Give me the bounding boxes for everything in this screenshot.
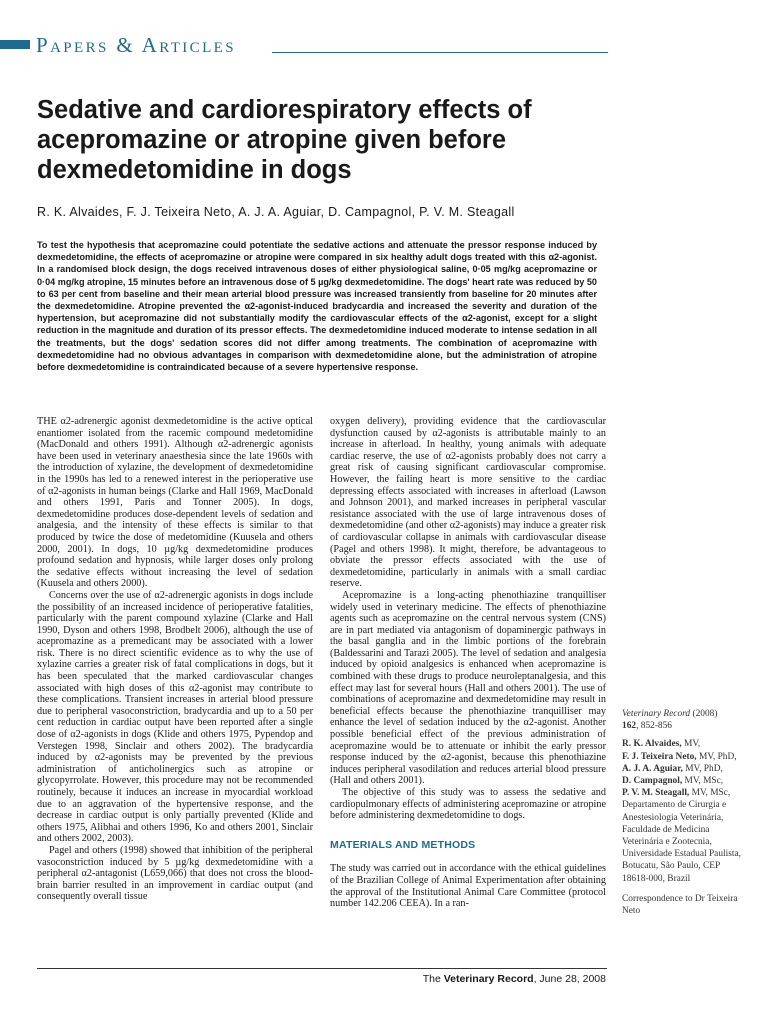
section-heading: Papers & Articles	[36, 33, 236, 57]
body-paragraph: Concerns over the use of α2-adrenergic agonists in dogs include the possibility of an increased incidence of perioperative fatalities, particularly with the parent compound xylazine (Clarke and Hall 1990, Dyson and others 1998, Brodbelt 2006), although the use of acepromazine as a premedicant may be associated with a lower risk. There is no direct scientific evidence as to why the use of xylazine carries a greater risk of fatal complications in dogs, but it has been speculated that the marked cardiovascular changes associated with high doses of this α2-agonist may contribute to these complications. Transient increases in arterial blood pressure due to peripheral vasoconstriction, bradycardia and up to a 50 per cent reduction in cardiac output have been reported after a single dose of α2-agonists in dogs (Klide and others 1975, Pypendop and Verstegen 1998, Sinclair and others 2002). The bradycardia induced by α2-agonists may be prevented by the previous administration of anticholinergics such as atropine or glycopyrrolate. However, this procedure may not be recommended routinely, because it induces an increase in myocardial workload due to an aggravation of the hypertensive response, and the decrease in cardiac output is only partially prevented (Klide and others 1975, Alibhai and others 1996, Ko and others 2001, Sinclair and others 2002, 2003).	[37, 589, 313, 845]
affiliation: Departamento de Cirurgia e Anestesiologia Veterinária, Faculdade de Medicina Veterinária e Zootecnia, Universidade Estadual Paulista, Botucatu, São Paulo, CEP 18618-000, Brazil	[622, 800, 741, 884]
sidebar-author-name: A. J. A. Aguiar,	[622, 763, 683, 774]
body-paragraph: Acepromazine is a long-acting phenothiazine tranquilliser widely used in veterinary medicine. The effects of phenothiazine agents such as acepromazine on the central nervous system (CNS) are in part mediated via antagonism of dopaminergic pathways in the basal ganglia and in the limbic portions of the forebrain (Baldessarini and Tarazi 2005). The level of sedation and analgesia induced by opioid analgesics is enhanced when acepromazine is combined with these drugs to produce neuroleptanalgesia, and this effect may last for several hours (Hall and others 2001). The use of combinations of acepromazine and dexmedetomidine may result in beneficial effects because the phenothiazine tranquilliser may enhance the level of sedation induced by the α2-agonist. Another possible beneficial effect of the previous administration of acepromazine would be to attenuate or inhibit the early pressor response induced by the α2-agonist, because this phenothiazine induces peripheral vasodilation and reduces arterial blood pressure (Hall and others 2001).	[330, 589, 606, 787]
article-sidebar	[622, 708, 742, 917]
sidebar-author	[622, 787, 742, 799]
sidebar-author	[622, 738, 742, 750]
sidebar-author-name: D. Campagnol,	[622, 776, 683, 787]
sidebar-author-degree: MV, PhD,	[696, 751, 737, 762]
body-column-left	[37, 416, 313, 903]
footer-the: The	[422, 973, 444, 985]
sidebar-author-name: R. K. Alvaides,	[622, 739, 682, 750]
sidebar-author	[622, 751, 742, 763]
citation-year: (2008)	[690, 709, 718, 719]
footer-date: , June 28, 2008	[533, 973, 606, 985]
body-column-right	[330, 416, 606, 910]
materials-heading: MATERIALS AND METHODS	[330, 838, 476, 851]
citation-volume: 162	[622, 721, 637, 732]
citation-pages: , 852-856	[636, 721, 672, 732]
footer-rule	[37, 968, 607, 969]
correspondence: Correspondence to Dr Teixeira Neto	[622, 893, 738, 917]
author-line: R. K. Alvaides, F. J. Teixeira Neto, A. J. A. Aguiar, D. Campagnol, P. V. M. Steagall	[37, 205, 515, 219]
sidebar-author-degree: MV,	[681, 739, 701, 750]
footer-journal: Veterinary Record	[443, 973, 534, 985]
citation-journal: Veterinary Record	[622, 709, 691, 719]
sidebar-author-name: P. V. M. Steagall,	[622, 788, 690, 799]
sidebar-author	[622, 763, 742, 775]
page-footer	[300, 973, 606, 985]
body-paragraph: The objective of this study was to assess the sedative and cardiopulmonary effects of administering acepromazine or atropine before administering dexmedetomidine to dogs.	[330, 787, 606, 822]
sidebar-author-degree: MV, PhD,	[682, 763, 723, 774]
abstract: To test the hypothesis that acepromazine could potentiate the sedative actions and attenuate the pressor response induced by dexmedetomidine, the effects of acepromazine or atropine were compared in six healthy adult dogs treated with this α2-agonist. In a randomised block design, the dogs received intravenous doses of either physiological saline, 0·05 mg/kg acepromazine or 0·04 mg/kg atropine, 15 minutes before an intravenous dose of 5 µg/kg dexmedetomidine. The dogs' heart rate was reduced by 50 to 63 per cent from baseline and their mean arterial blood pressure was increased transiently from baseline for 20 minutes after the dexmedetomidine. Atropine prevented the α2-agonist-induced bradycardia and increased the severity and duration of the hypertension, but acepromazine did not substantially modify the cardiovascular effects of the α2-agonist, except for a slight reduction in the magnitude and duration of its pressor effects. The dexmedetomidine induced moderate to intense sedation in all the treatments, but the dogs' sedation scores did not differ among treatments. The combination of acepromazine with dexmedetomidine had no obvious advantages in comparison with dexmedetomidine alone, but the administration of atropine before dexmedetomidine is contraindicated because of a severe hypertensive response.	[37, 240, 597, 373]
body-paragraph: oxygen delivery), providing evidence that the cardiovascular dysfunction caused by α2-agonists is attributable mainly to an increase in afterload. In healthy, young animals with adequate cardiac reserve, the use of α2-agonists probably does not carry a great risk of causing significant cardiovascular compromise. However, the failing heart is more sensitive to the cardiac depressing effects associated with increases in afterload (Lawson and Johnson 2001), and marked increases in peripheral vascular resistance associated with the use of large intravenous doses of dexmedetomidine (and other α2-agonists) may induce a greater risk of cardiovascular collapse in animals with cardiovascular disease (Pagel and others 1998). It might, therefore, be advantageous to obviate the pressor effects associated with the use of dexmedetomidine, particularly in animals with a small cardiac reserve.	[330, 416, 606, 590]
citation	[622, 708, 742, 732]
article-title: Sedative and cardiorespiratory effects of acepromazine or atropine given before dexmedetomidine in dogs	[37, 96, 532, 184]
sidebar-author-degree: MV, MSc,	[682, 776, 724, 787]
body-paragraph: THE α2-adrenergic agonist dexmedetomidine is the active optical enantiomer isolated from the racemic compound medetomidine (MacDonald and others 1991). Although α2-adrenergic agonists have been used in veterinary anaesthesia since the late 1960s with the introduction of xylazine, the development of dexmedetomidine in the 1990s has led to a renewed interest in the perioperative use of α2-agonists in human beings (Clarke and Hall 1969, MacDonald and others 1991, Paris and Tonner 2005). In dogs, dexmedetomidine produces dose-dependent levels of sedation and analgesia, and the intensity of these effects is similar to that produced by twice the dose of medetomidine (Kuusela and others 2000, 2001). In dogs, 10 µg/kg dexmedetomidine produces profound sedation and hypnosis, while larger doses only prolong the sedative effects without increasing the level of sedation (Kuusela and others 2000).	[37, 416, 313, 590]
sidebar-author	[622, 775, 742, 787]
sidebar-author-name: F. J. Teixeira Neto,	[622, 751, 697, 762]
section-color-bar	[0, 40, 30, 49]
body-paragraph: The study was carried out in accordance with the ethical guidelines of the Brazilian College of Animal Experimentation after obtaining the approval of the Institutional Animal Care Committee (protocol number 142.206 CEEA). In a ran-	[330, 863, 606, 910]
body-paragraph: Pagel and others (1998) showed that inhibition of the peripheral vasoconstriction induced by 5 µg/kg dexmedetomidine with a peripheral α2-antagonist (L659,066) that does not cross the blood-brain barrier resulted in an improvement in cardiac output (and consequently overall tissue	[37, 844, 313, 903]
sidebar-author-degree: MV, MSc,	[689, 788, 731, 799]
section-rule	[272, 52, 608, 53]
